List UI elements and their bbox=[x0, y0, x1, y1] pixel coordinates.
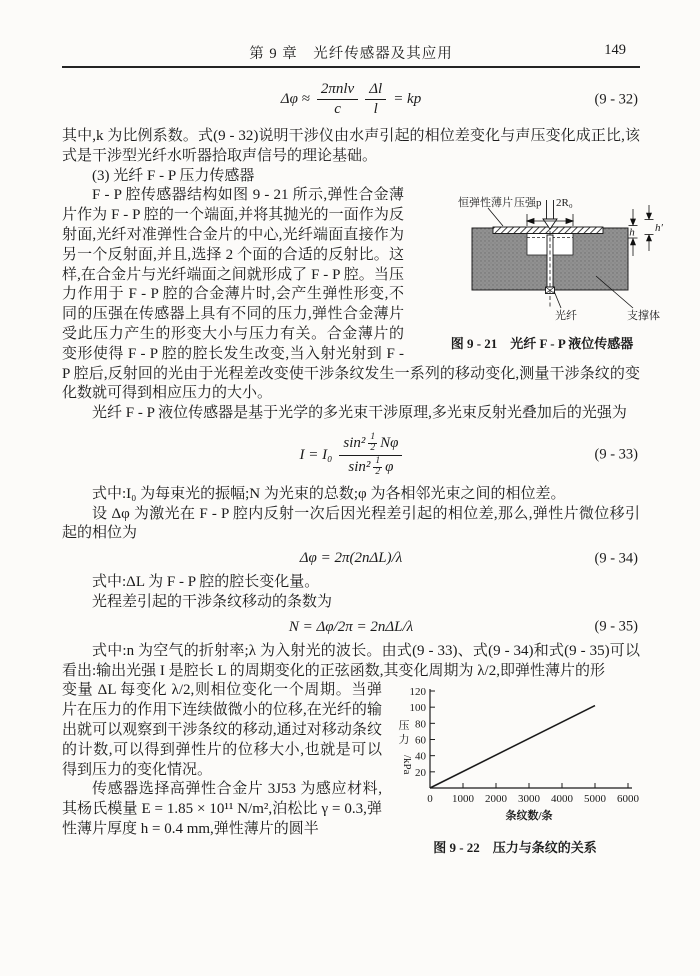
y-axis-label-char: 力 bbox=[398, 734, 410, 747]
label-h-prime: h′ bbox=[655, 222, 663, 235]
paragraph-fp-structure bbox=[62, 186, 663, 404]
paragraph-eq33-terms: 式中:I₀ 为每束光的振幅;N 为光束的总数;φ 为各相邻光束之间的相位差。 bbox=[92, 485, 566, 502]
y-tick-label: 80 bbox=[415, 718, 426, 731]
x-tick-label: 6000 bbox=[617, 793, 639, 806]
x-tick-label: 1000 bbox=[452, 793, 474, 806]
pressure-fringe-plot bbox=[390, 683, 640, 828]
figure-9-21-caption: 图 9 - 21 光纤 F - P 液位传感器 bbox=[450, 336, 634, 352]
paragraph-fringe-count-intro: 光程差引起的干涉条纹移动的条数为 bbox=[92, 594, 333, 611]
label-support-body: 支撑体 bbox=[627, 310, 660, 323]
x-tick-label: 2000 bbox=[485, 793, 507, 806]
y-tick-label: 120 bbox=[409, 686, 426, 699]
eq32-lhs: Δφ ≈ bbox=[280, 91, 310, 107]
equation-number: (9 - 33) bbox=[594, 446, 638, 463]
eq32-frac2-den: l bbox=[373, 101, 378, 117]
label-2r0: 2R₀ bbox=[556, 197, 573, 210]
eq33-num bbox=[339, 433, 402, 456]
equation-9-32-body bbox=[281, 81, 421, 118]
x-tick-label: 4000 bbox=[551, 793, 573, 806]
paragraph-fp-structure-text: F - P 腔传感器结构如图 9 - 21 所示,弹性合金薄片作为 F - P 腔的一个端面,并将其抛光的一面作为反射面,光纤对准弹性合金片的中心,光纤端面直接作为另一个反射面,并且,选择 2 个面的合适的反射比。这样,在合金片与光纤端面之间就形成了 F - P 腔。当压力作用于 F - P 腔的合金薄片时,会产生弹性形变,不同的压强在传感器上具有不同的压力,弹性合金薄片受此压力产生的形变大小与压力有关。合金薄片的变形使得 F - P 腔的腔长发生改变,当入射光射到 F - P 腔后,反射回的光由于光程差改变使干涉条纹发生一系列的移动变化,测量干涉条纹的变化数就可得到相应压力的大小。 bbox=[62, 187, 640, 402]
eq33-num-half bbox=[368, 433, 377, 454]
paragraph-eq34-terms: 式中:ΔL 为 F - P 腔的腔长变化量。 bbox=[92, 574, 320, 591]
section-heading-fp-sensor: (3) 光纤 F - P 压力传感器 bbox=[92, 167, 255, 184]
eq32-fraction-2 bbox=[365, 81, 386, 118]
eq33-num-var: Nφ bbox=[380, 434, 399, 451]
dimension-h-prime bbox=[645, 205, 654, 251]
figure-9-21 bbox=[414, 188, 663, 354]
y-tick-label: 20 bbox=[415, 767, 426, 780]
paragraph-analysis-wrapped-text: 变量 ΔL 每变化 λ/2,则相位变化一个周期。当弹片在压力的作用下连续做微小的位移,在光纤的输出就可以观察到干涉条纹的移动,通过对移动条纹的计数,可以得到弹性片的位移大小,也就是可以得到压力的变化情况。 bbox=[62, 682, 382, 778]
eq33-num-half-n: 1 bbox=[370, 431, 376, 442]
equation-9-34-body: Δφ = 2π(2nΔL)/λ bbox=[299, 550, 403, 567]
equation-9-34 bbox=[62, 550, 640, 567]
eq32-frac1-den: c bbox=[334, 101, 341, 117]
label-h: h bbox=[629, 226, 635, 239]
eq33-den-half-d: 2 bbox=[375, 466, 381, 477]
paragraph-analysis-full: 式中:n 为空气的折射率;λ 为入射光的波长。由式(9 - 33)、式(9 - 34)和式(9 - 35)可以看出:输出光强 I 是腔长 L 的周期变化的正弦函数,其变化周期为 λ/2,即弹性薄片的形 bbox=[62, 642, 640, 679]
chapter-title: 第 9 章 光纤传感器及其应用 bbox=[249, 46, 453, 62]
eq32-rhs: = kp bbox=[393, 91, 422, 107]
label-optical-fiber: 光纤 bbox=[555, 310, 577, 323]
equation-9-32 bbox=[62, 81, 640, 118]
figure-9-22-caption: 图 9 - 22 压力与条纹的关系 bbox=[433, 840, 597, 856]
paragraph-material-params: 传感器选择高弹性合金片 3J53 为感应材料,其杨氏模量 E = 1.85 × 10¹¹ N/m²,泊松比 γ = 0.3,弹性薄片厚度 h = 0.4 mm,弹性薄片的圆半 bbox=[62, 781, 382, 837]
eq33-lhs: I = I₀ bbox=[299, 446, 333, 463]
equation-number: (9 - 32) bbox=[594, 91, 638, 107]
equation-9-33 bbox=[62, 433, 640, 478]
y-axis-label-units: /kPa bbox=[401, 755, 413, 775]
equation-9-35-body: N = Δφ/2π = 2nΔL/λ bbox=[288, 618, 414, 635]
x-tick-label: 3000 bbox=[518, 793, 540, 806]
x-axis-label: 条纹数/条 bbox=[505, 810, 553, 823]
x-tick-label: 5000 bbox=[584, 793, 606, 806]
equation-number: (9 - 35) bbox=[594, 618, 638, 635]
equation-9-35 bbox=[62, 619, 640, 636]
label-pressure-p: 压强p bbox=[514, 197, 542, 210]
page-number: 149 bbox=[604, 42, 626, 58]
pressure-arrow bbox=[543, 200, 557, 229]
eq32-frac2-num: Δl bbox=[365, 81, 386, 100]
paragraph-delta-phi-setup: 设 Δφ 为激光在 F - P 腔内反射一次后因光程差引起的相位差,那么,弹性片微位移引起的相位为 bbox=[62, 505, 640, 542]
x-tick-label: 0 bbox=[427, 793, 433, 806]
data-line bbox=[430, 706, 595, 788]
equation-number: (9 - 34) bbox=[594, 550, 638, 567]
label-elastic-diaphragm: 恒弹性薄片 bbox=[458, 197, 513, 210]
eq32-frac1-num: 2πnlν bbox=[317, 81, 358, 100]
fp-sensor-diagram bbox=[444, 188, 670, 324]
figure-9-22 bbox=[390, 683, 640, 858]
page-header bbox=[62, 42, 640, 62]
eq33-den-half bbox=[373, 457, 382, 478]
eq33-den-half-n: 1 bbox=[375, 455, 381, 466]
y-axis-label-char: 压 bbox=[398, 720, 410, 733]
eq33-num-half-d: 2 bbox=[370, 442, 376, 453]
paragraph-proportionality: 其中,k 为比例系数。式(9 - 32)说明干涉仪由水声引起的相位差变化与声压变化成正比,该式是干涉型光纤水听器拾取声信号的理论基础。 bbox=[62, 128, 640, 164]
paragraph-multibeam-intro: 光纤 F - P 液位传感器是基于光学的多光束干涉原理,多光束反射光叠加后的光强为 bbox=[92, 405, 627, 422]
eq33-main-fraction bbox=[339, 433, 402, 478]
y-tick-label: 60 bbox=[415, 734, 426, 747]
y-tick-label: 40 bbox=[415, 751, 426, 764]
header-rule bbox=[62, 66, 640, 68]
equation-9-33-body bbox=[300, 433, 403, 478]
eq32-fraction-1 bbox=[317, 81, 358, 118]
eq33-num-sin: sin² bbox=[343, 434, 366, 451]
eq33-den-var: φ bbox=[385, 458, 394, 475]
diaphragm-plate bbox=[493, 227, 603, 234]
eq33-den bbox=[344, 456, 397, 478]
eq33-den-sin: sin² bbox=[348, 458, 371, 475]
y-tick-label: 100 bbox=[409, 702, 426, 715]
